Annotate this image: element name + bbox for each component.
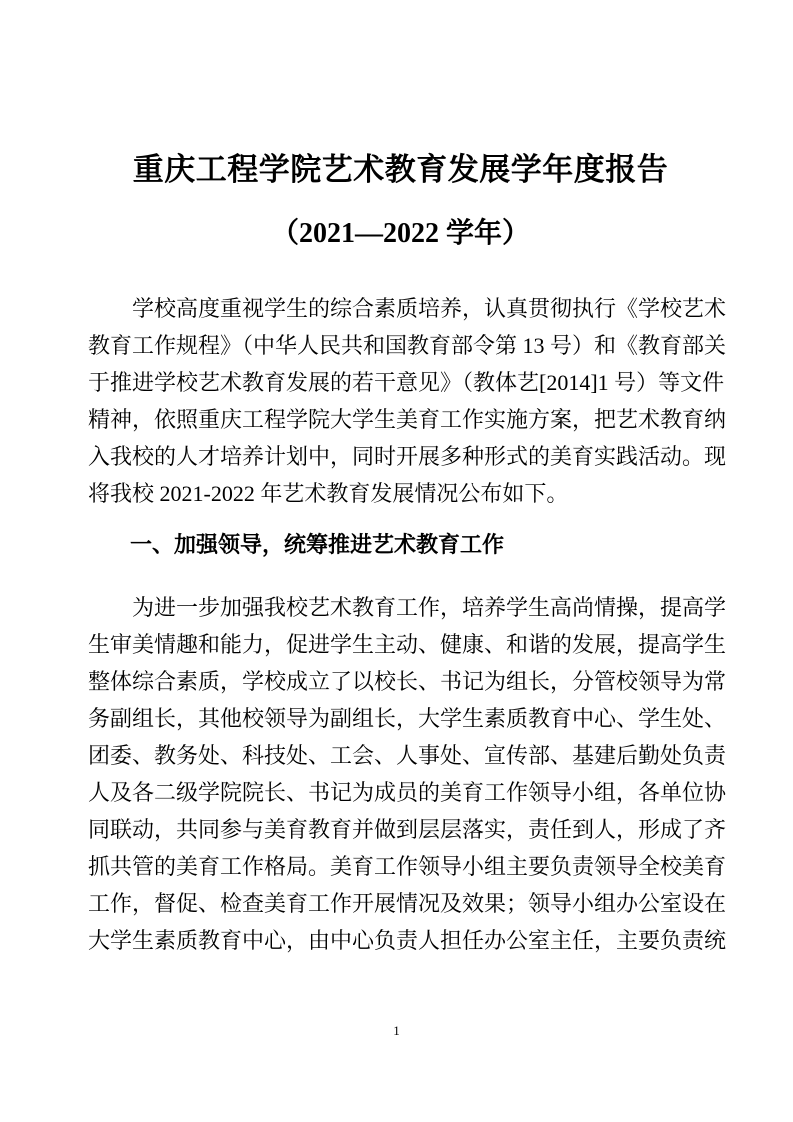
paragraph-line: 团委、教务处、科技处、工会、人事处、宣传部、基建后勤处负责 [88,743,727,768]
section-1-heading: 一、加强领导，统筹推进艺术教育工作 [130,532,505,557]
paragraph-line: 同联动，共同参与美育教育并做到层层落实，责任到人，形成了齐 [88,817,727,842]
paragraph-line: 抓共管的美育工作格局。美育工作领导小组主要负责领导全校美育 [88,854,727,879]
paragraph-line: 入我校的人才培养计划中，同时开展多种形式的美育实践活动。现 [88,444,727,469]
paragraph-line: 教育工作规程》（中华人民共和国教育部令第 13 号）和《教育部关 [88,333,727,358]
report-subtitle: （2021—2022 学年） [270,218,530,249]
paragraph-line: 人及各二级学院院长、书记为成员的美育工作领导小组，各单位协 [88,780,727,805]
paragraph-line: 生审美情趣和能力，促进学生主动、健康、和谐的发展，提高学生 [88,632,727,657]
paragraph-line: 务副组长，其他校领导为副组长，大学生素质教育中心、学生处、 [88,706,727,731]
report-title: 重庆工程学院艺术教育发展学年度报告 [132,152,669,187]
intro-paragraph [88,290,727,512]
document-content [88,0,727,959]
paragraph-line: 工作，督促、检查美育工作开展情况及效果；领导小组办公室设在 [88,891,727,916]
paragraph-line: 整体综合素质，学校成立了以校长、书记为组长，分管校领导为常 [88,669,727,694]
paragraph-line: 学校高度重视学生的综合素质培养，认真贯彻执行《学校艺术 [132,296,727,321]
page-number: 1 [393,1023,400,1038]
paragraph-line: 精神，依照重庆工程学院大学生美育工作实施方案，把艺术教育纳 [88,407,727,432]
paragraph-line: 为进一步加强我校艺术教育工作，培养学生高尚情操，提高学 [132,595,727,620]
section-1-paragraph [88,589,727,959]
paragraph-line: 将我校 2021-2022 年艺术教育发展情况公布如下。 [88,481,569,506]
paragraph-line: 大学生素质教育中心，由中心负责人担任办公室主任，主要负责统 [88,928,727,953]
paragraph-line: 于推进学校艺术教育发展的若干意见》（教体艺[2014]1 号）等文件 [88,370,725,395]
